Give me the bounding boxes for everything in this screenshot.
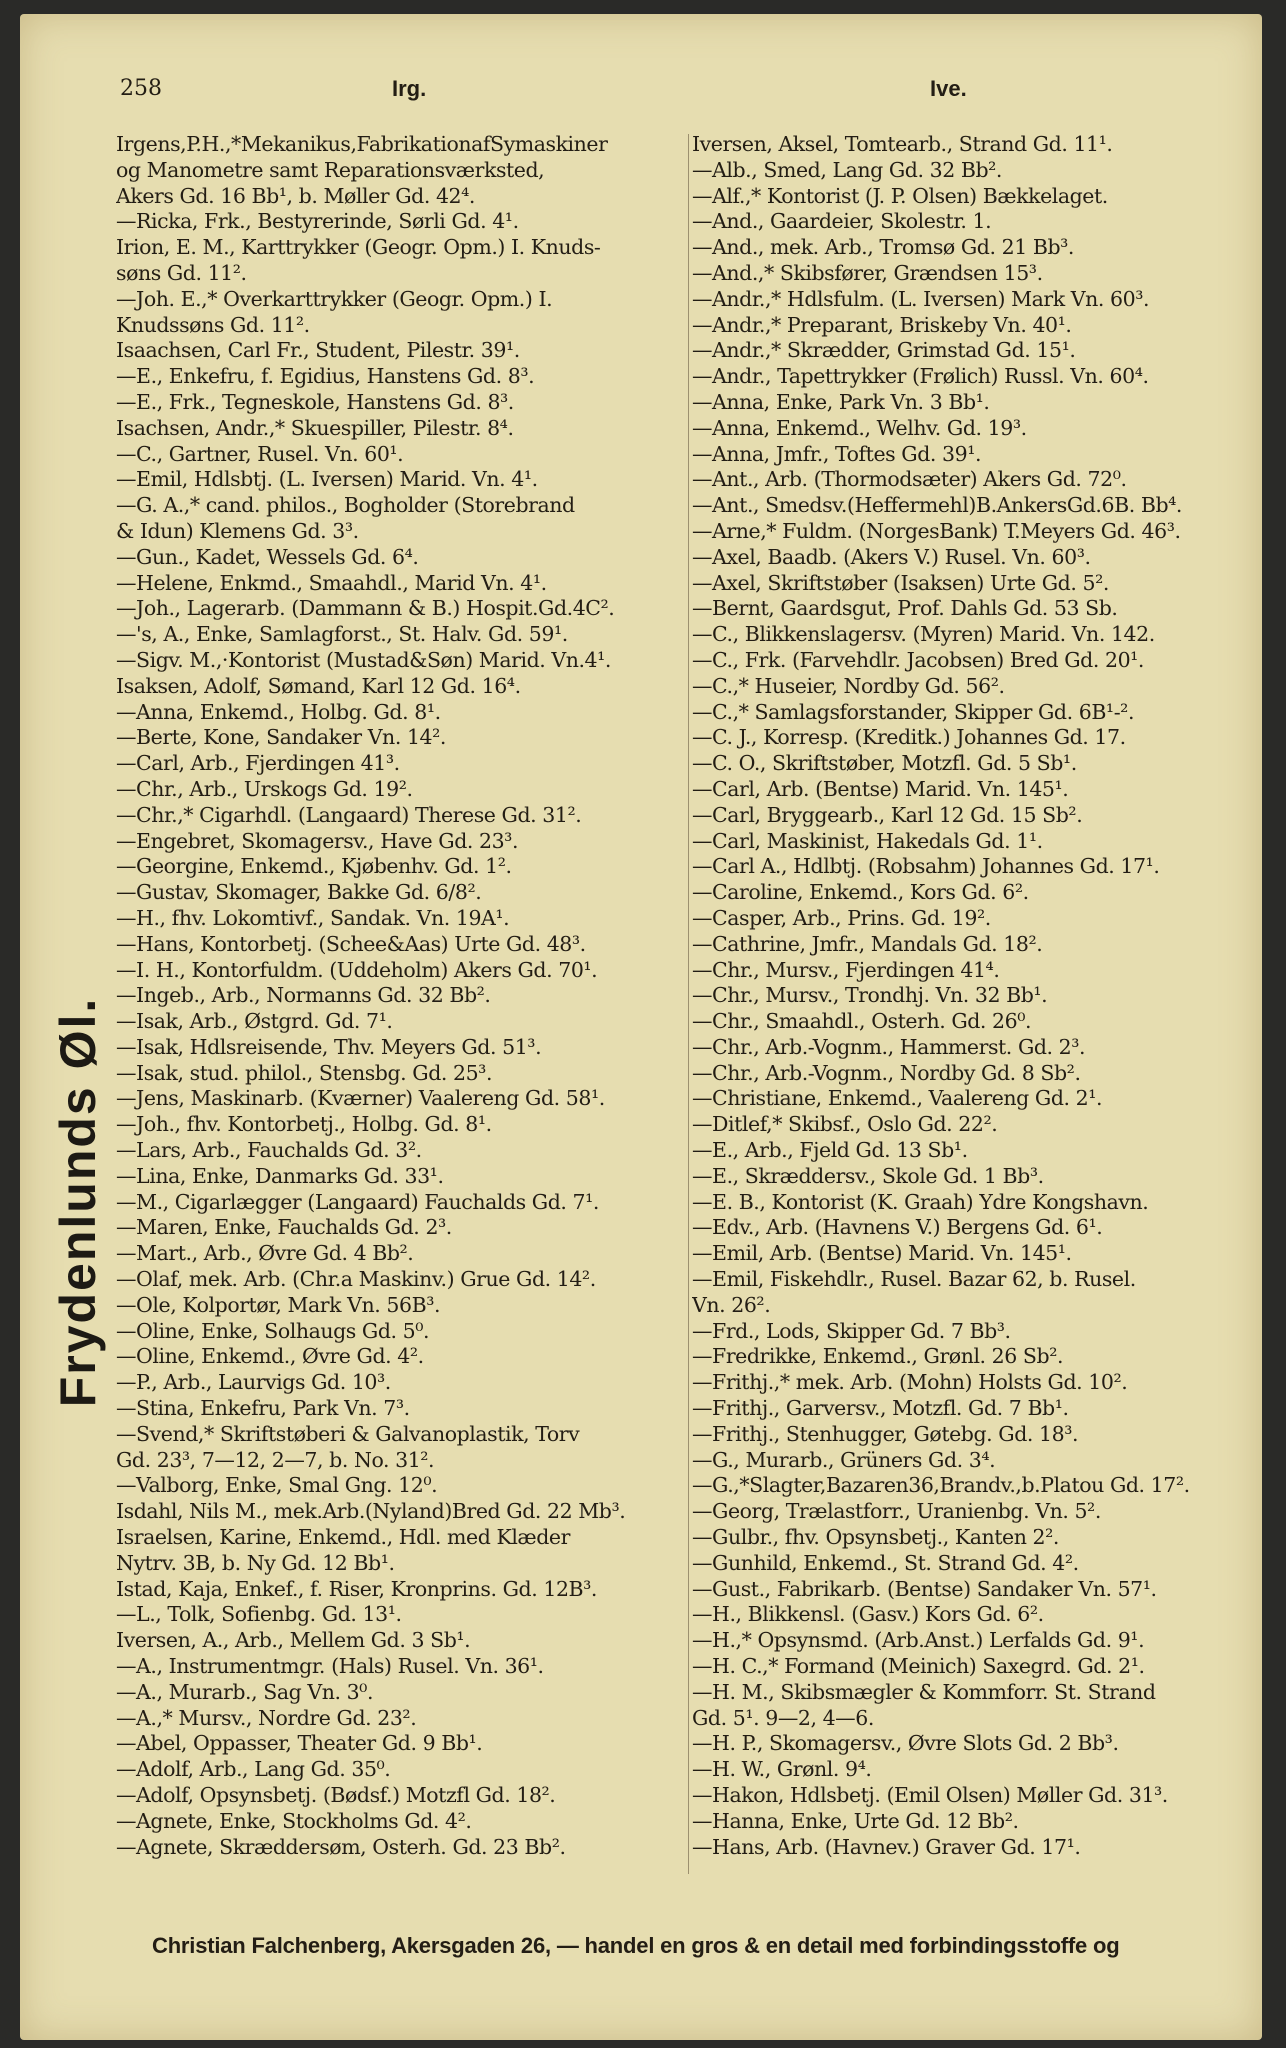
directory-entry: —Ricka, Frk., Bestyrerinde, Sørli Gd. 4¹. [116, 209, 519, 234]
directory-entry: —C. O., Skriftstøber, Motzfl. Gd. 5 Sb¹. [692, 751, 1077, 776]
directory-entry: —Georgine, Enkemd., Kjøbenhv. Gd. 1². [116, 854, 512, 879]
directory-entry: —Engebret, Skomagersv., Have Gd. 23³. [116, 828, 519, 853]
directory-entry: —C. J., Korresp. (Kreditk.) Johannes Gd. 17. [692, 725, 1126, 750]
directory-entry: —I. H., Kontorfuldm. (Uddeholm) Akers Gd. 70¹. [116, 957, 598, 982]
directory-entry: Gd. 23³, 7—12, 2—7, b. No. 31². [116, 1447, 435, 1472]
directory-entry: Akers Gd. 16 Bb¹, b. Møller Gd. 42⁴. [116, 183, 475, 208]
column-divider [688, 134, 689, 1874]
directory-entry: —And., Gaardeier, Skolestr. 1. [692, 209, 992, 234]
directory-entry: —H. C.,* Formand (Meinich) Saxegrd. Gd. 2¹. [692, 1654, 1145, 1679]
directory-entry: —Carl A., Hdlbtj. (Robsahm) Johannes Gd. 17¹. [692, 854, 1160, 879]
directory-entry: Vn. 26². [692, 1292, 771, 1317]
right-column [692, 132, 1262, 1860]
directory-entry: —Emil, Hdlsbtj. (L. Iversen) Marid. Vn. 4¹. [116, 467, 538, 492]
directory-entry: —G. A.,* cand. philos., Bogholder (Storebrand [116, 493, 575, 518]
directory-entry: —Anna, Enke, Park Vn. 3 Bb¹. [692, 389, 990, 414]
directory-entry: —Axel, Skriftstøber (Isaksen) Urte Gd. 5². [692, 570, 1109, 595]
directory-entry: —C., Gartner, Rusel. Vn. 60¹. [116, 441, 404, 466]
directory-entry: Knudssøns Gd. 11². [116, 312, 310, 337]
directory-entry: —Arne,* Fuldm. (NorgesBank) T.Meyers Gd. 46³. [692, 518, 1181, 543]
directory-entry: —Joh., fhv. Kontorbetj., Holbg. Gd. 8¹. [116, 1112, 492, 1137]
directory-entry: —Adolf, Opsynsbetj. (Bødsf.) Motzfl Gd. 18². [116, 1783, 556, 1807]
directory-entry: —Ant., Arb. (Thormodsæter) Akers Gd. 72⁰. [692, 467, 1127, 492]
directory-entry: —H.,* Opsynsmd. (Arb.Anst.) Lerfalds Gd. 9¹. [692, 1628, 1145, 1653]
directory-entry: —Hakon, Hdlsbetj. (Emil Olsen) Møller Gd. 31³. [692, 1783, 1168, 1807]
directory-entry: —Emil, Fiskehdlr., Rusel. Bazar 62, b. Rusel. [692, 1267, 1136, 1292]
directory-entry: —Abel, Oppasser, Theater Gd. 9 Bb¹. [116, 1731, 483, 1756]
directory-entry: —Frithj.,* mek. Arb. (Mohn) Holsts Gd. 10². [692, 1370, 1128, 1395]
directory-entry: Iversen, A., Arb., Mellem Gd. 3 Sb¹. [116, 1628, 471, 1653]
directory-entry: —Edv., Arb. (Havnens V.) Bergens Gd. 6¹. [692, 1215, 1103, 1240]
directory-entry: —Andr., Tapettrykker (Frølich) Russl. Vn. 60⁴. [692, 364, 1149, 389]
directory-entry: —Oline, Enkemd., Øvre Gd. 4². [116, 1344, 424, 1369]
directory-entry: —Chr., Arb., Urskogs Gd. 19². [116, 776, 413, 801]
directory-entry: —C., Frk. (Farvehdlr. Jacobsen) Bred Gd. 20¹. [692, 647, 1145, 672]
directory-entry: —'s, A., Enke, Samlagforst., St. Halv. Gd. 59¹. [116, 622, 568, 647]
directory-entry: —G., Murarb., Grüners Gd. 3⁴. [692, 1447, 996, 1472]
directory-entry: —Axel, Baadb. (Akers V.) Rusel. Vn. 60³. [692, 544, 1091, 569]
directory-entry: —Sigv. M.,·Kontorist (Mustad&Søn) Marid. Vn.4¹. [116, 647, 611, 672]
directory-entry: —Casper, Arb., Prins. Gd. 19². [692, 905, 991, 930]
directory-entry: —Gunhild, Enkemd., St. Strand Gd. 4². [692, 1550, 1079, 1575]
directory-entry: —Chr., Smaahdl., Osterh. Gd. 26⁰. [692, 1009, 1032, 1034]
directory-entry: —Chr., Arb.-Vognm., Hammerst. Gd. 2³. [692, 1034, 1086, 1059]
directory-entry: —And.,* Skibsfører, Grændsen 15³. [692, 260, 1043, 285]
directory-entry: —Joh. E.,* Overkarttrykker (Geogr. Opm.) I. [116, 286, 553, 311]
directory-entry: —Frithj., Garversv., Motzfl. Gd. 7 Bb¹. [692, 1396, 1069, 1421]
directory-entry: —Andr.,* Skrædder, Grimstad Gd. 15¹. [692, 338, 1076, 363]
directory-entry: —Anna, Enkemd., Holbg. Gd. 8¹. [116, 699, 441, 724]
directory-entry: —E., Skræddersv., Skole Gd. 1 Bb³. [692, 1163, 1044, 1188]
directory-entry: —Cathrine, Jmfr., Mandals Gd. 18². [692, 931, 1043, 956]
directory-entry: —Chr.,* Cigarhdl. (Langaard) Therese Gd. 31². [116, 802, 582, 827]
directory-entry: —Joh., Lagerarb. (Dammann & B.) Hospit.Gd.4C². [116, 596, 615, 621]
footer-advertisement: Christian Falchenberg, Akersgaden 26, — handel en gros & en detail med forbindingsstoffe og [152, 1933, 1120, 1958]
directory-entry: —C.,* Huseier, Nordby Gd. 56². [692, 673, 1005, 698]
directory-entry: —Ingeb., Arb., Normanns Gd. 32 Bb². [116, 983, 491, 1008]
directory-entry: Irgens,P.H.,*Mekanikus,FabrikationafSymaskiner [116, 132, 608, 156]
directory-page [20, 14, 1262, 2040]
directory-entry: —Hanna, Enke, Urte Gd. 12 Bb². [692, 1808, 1019, 1833]
right-guide-word: Ive. [930, 76, 967, 101]
directory-entry: —Gun., Kadet, Wessels Gd. 6⁴. [116, 544, 419, 569]
directory-entry: —Frd., Lods, Skipper Gd. 7 Bb³. [692, 1318, 1011, 1343]
directory-entry: —H., Blikkensl. (Gasv.) Kors Gd. 6². [692, 1602, 1044, 1627]
directory-entry: —Adolf, Arb., Lang Gd. 35⁰. [116, 1757, 391, 1782]
directory-entry: —Frithj., Stenhugger, Gøtebg. Gd. 18³. [692, 1421, 1079, 1446]
directory-entry: —Chr., Arb.-Vognm., Nordby Gd. 8 Sb². [692, 1060, 1081, 1085]
directory-entry: —H., fhv. Lokomtivf., Sandak. Vn. 19A¹. [116, 905, 510, 930]
directory-entry: —And., mek. Arb., Tromsø Gd. 21 Bb³. [692, 235, 1074, 260]
directory-entry: —Carl, Arb., Fjerdingen 41³. [116, 751, 400, 776]
directory-entry: —Jens, Maskinarb. (Kværner) Vaalereng Gd. 58¹. [116, 1086, 605, 1111]
directory-entry: —Berte, Kone, Sandaker Vn. 14². [116, 725, 446, 750]
directory-entry: —Gust., Fabrikarb. (Bentse) Sandaker Vn. 57¹. [692, 1576, 1157, 1601]
directory-entry: —Andr.,* Hdlsfulm. (L. Iversen) Mark Vn. 60³. [692, 286, 1150, 311]
directory-entry: —Carl, Maskinist, Hakedals Gd. 1¹. [692, 828, 1043, 853]
directory-entry: Gd. 5¹. 9—2, 4—6. [692, 1705, 874, 1730]
directory-entry: —H. W., Grønl. 9⁴. [692, 1757, 872, 1782]
directory-entry: Isaksen, Adolf, Sømand, Karl 12 Gd. 16⁴. [116, 673, 521, 698]
directory-entry: & Idun) Klemens Gd. 3³. [116, 518, 359, 543]
directory-entry: —A., Instrumentmgr. (Hals) Rusel. Vn. 36¹. [116, 1654, 544, 1679]
directory-entry: —Lars, Arb., Fauchalds Gd. 3². [116, 1138, 422, 1163]
directory-entry: og Manometre samt Reparationsværksted, [116, 157, 545, 182]
directory-entry: —Carl, Arb. (Bentse) Marid. Vn. 145¹. [692, 776, 1069, 801]
directory-entry: —Helene, Enkmd., Smaahdl., Marid Vn. 4¹. [116, 570, 547, 595]
directory-entry: —Alf.,* Kontorist (J. P. Olsen) Bækkelaget. [692, 183, 1108, 208]
directory-entry: —L., Tolk, Sofienbg. Gd. 13¹. [116, 1602, 402, 1627]
directory-entry: —Anna, Enkemd., Welhv. Gd. 19³. [692, 415, 1027, 440]
directory-entry: —Olaf, mek. Arb. (Chr.a Maskinv.) Grue Gd. 14². [116, 1267, 596, 1292]
directory-entry: —Fredrikke, Enkemd., Grønl. 26 Sb². [692, 1344, 1064, 1369]
directory-entry: —Isak, stud. philol., Stensbg. Gd. 25³. [116, 1060, 493, 1085]
directory-entry: —Ant., Smedsv.(Heffermehl)B.AnkersGd.6B. Bb⁴. [692, 493, 1182, 518]
directory-entry: —Valborg, Enke, Smal Gng. 12⁰. [116, 1473, 438, 1498]
directory-entry: —Stina, Enkefru, Park Vn. 7³. [116, 1396, 410, 1421]
directory-entry: —Chr., Mursv., Fjerdingen 41⁴. [692, 957, 1000, 982]
page-header [20, 76, 1262, 116]
directory-entry: —Isak, Hdlsreisende, Thv. Meyers Gd. 51³. [116, 1034, 542, 1059]
directory-entry: —Alb., Smed, Lang Gd. 32 Bb². [692, 157, 1002, 182]
directory-entry: —Agnete, Skræddersøm, Osterh. Gd. 23 Bb². [116, 1834, 566, 1859]
directory-entry: Irion, E. M., Karttrykker (Geogr. Opm.) I. Knuds- [116, 235, 601, 260]
directory-entry: —Agnete, Enke, Stockholms Gd. 4². [116, 1808, 472, 1833]
directory-entry: —M., Cigarlægger (Langaard) Fauchalds Gd. 7¹. [116, 1189, 599, 1214]
directory-entry: —Emil, Arb. (Bentse) Marid. Vn. 145¹. [692, 1241, 1072, 1266]
left-column [116, 132, 686, 1860]
directory-entry: —Bernt, Gaardsgut, Prof. Dahls Gd. 53 Sb. [692, 596, 1118, 621]
directory-entry: —Lina, Enke, Danmarks Gd. 33¹. [116, 1163, 444, 1188]
directory-entry: —H. M., Skibsmægler & Kommforr. St. Strand [692, 1679, 1156, 1704]
directory-entry: —Ditlef,* Skibsf., Oslo Gd. 22². [692, 1112, 998, 1137]
directory-entry: —Svend,* Skriftstøberi & Galvanoplastik, Torv [116, 1421, 580, 1446]
directory-entry: —Isak, Arb., Østgrd. Gd. 7¹. [116, 1009, 393, 1034]
directory-entry: Isachsen, Andr.,* Skuespiller, Pilestr. 8⁴. [116, 415, 514, 440]
directory-entry: —C., Blikkenslagersv. (Myren) Marid. Vn. 142. [692, 622, 1155, 647]
directory-entry: —Hans, Kontorbetj. (Schee&Aas) Urte Gd. 48³. [116, 931, 586, 956]
directory-entry: —Maren, Enke, Fauchalds Gd. 2³. [116, 1215, 452, 1240]
directory-entry: Isaachsen, Carl Fr., Student, Pilestr. 39¹. [116, 338, 520, 363]
directory-entry: —C.,* Samlagsforstander, Skipper Gd. 6B¹-². [692, 699, 1135, 724]
directory-entry: —Anna, Jmfr., Toftes Gd. 39¹. [692, 441, 982, 466]
left-guide-word: Irg. [392, 76, 427, 101]
directory-entry: —A.,* Mursv., Nordre Gd. 23². [116, 1705, 417, 1730]
directory-entry: Istad, Kaja, Enkef., f. Riser, Kronprins. Gd. 12B³. [116, 1576, 597, 1601]
directory-entry: —E., Arb., Fjeld Gd. 13 Sb¹. [692, 1138, 968, 1163]
directory-entry: Iversen, Aksel, Tomtearb., Strand Gd. 11¹. [692, 132, 1113, 156]
directory-entry: —Christiane, Enkemd., Vaalereng Gd. 2¹. [692, 1086, 1103, 1111]
directory-entry: —G.,*Slagter,Bazaren36,Brandv.,b.Platou Gd. 17². [692, 1473, 1190, 1498]
directory-entry: Isdahl, Nils M., mek.Arb.(Nyland)Bred Gd. 22 Mb³. [116, 1499, 626, 1524]
directory-entry: —P., Arb., Laurvigs Gd. 10³. [116, 1370, 391, 1395]
directory-entry: søns Gd. 11². [116, 260, 247, 285]
directory-entry: —H. P., Skomagersv., Øvre Slots Gd. 2 Bb³. [692, 1731, 1119, 1756]
directory-entry: Israelsen, Karine, Enkemd., Hdl. med Klæder [116, 1525, 570, 1550]
directory-entry: —Georg, Trælastforr., Uranienbg. Vn. 5². [692, 1499, 1101, 1524]
directory-entry: —E., Enkefru, f. Egidius, Hanstens Gd. 8³. [116, 364, 535, 389]
directory-entry: —Caroline, Enkemd., Kors Gd. 6². [692, 880, 1029, 905]
side-advertisement: Frydenlunds Øl. [50, 996, 106, 1408]
page-number: 258 [120, 76, 162, 101]
directory-entry: —Andr.,* Preparant, Briskeby Vn. 40¹. [692, 312, 1072, 337]
directory-entry: —Gulbr., fhv. Opsynsbetj., Kanten 2². [692, 1525, 1059, 1550]
directory-entry: —Hans, Arb. (Havnev.) Graver Gd. 17¹. [692, 1834, 1081, 1859]
directory-entry: —Oline, Enke, Solhaugs Gd. 5⁰. [116, 1318, 430, 1343]
directory-entry: —Ole, Kolportør, Mark Vn. 56B³. [116, 1292, 441, 1317]
directory-entry: —Chr., Mursv., Trondhj. Vn. 32 Bb¹. [692, 983, 1048, 1008]
directory-entry: —E., Frk., Tegneskole, Hanstens Gd. 8³. [116, 389, 514, 414]
directory-entry: —Mart., Arb., Øvre Gd. 4 Bb². [116, 1241, 414, 1266]
directory-entry: Nytrv. 3B, b. Ny Gd. 12 Bb¹. [116, 1550, 395, 1575]
directory-entry: —A., Murarb., Sag Vn. 3⁰. [116, 1679, 374, 1704]
directory-entry: —E. B., Kontorist (K. Graah) Ydre Kongshavn. [692, 1189, 1149, 1214]
directory-entry: —Gustav, Skomager, Bakke Gd. 6/8². [116, 880, 482, 905]
directory-entry: —Carl, Bryggearb., Karl 12 Gd. 15 Sb². [692, 802, 1083, 827]
